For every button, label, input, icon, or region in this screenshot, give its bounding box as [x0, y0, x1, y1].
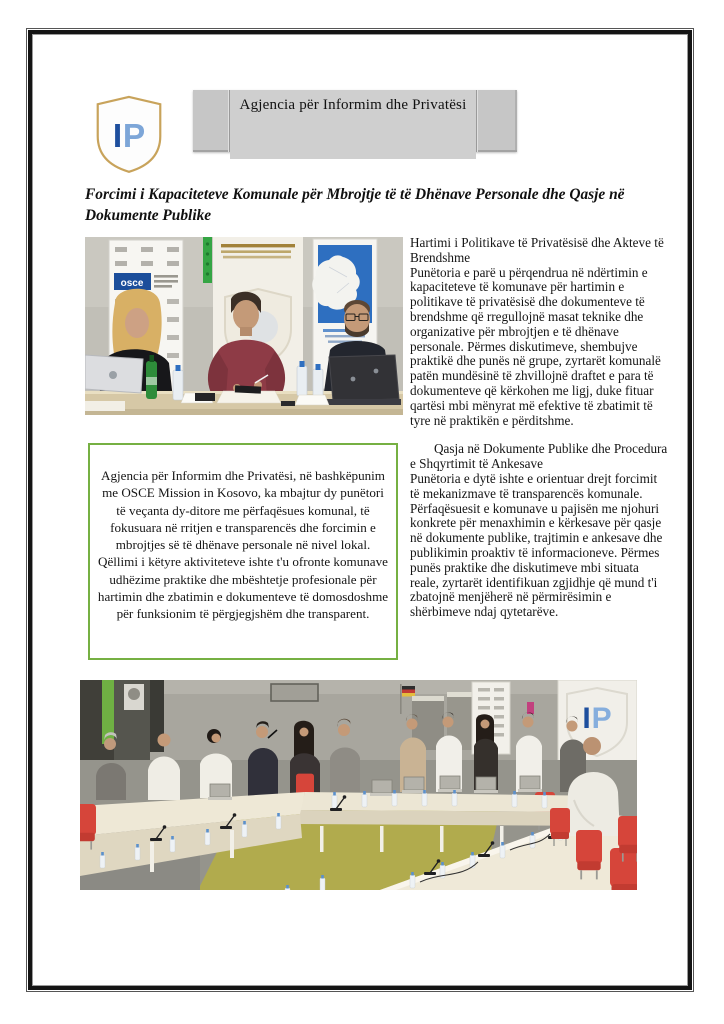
green-wall-strip: [203, 237, 212, 283]
wall-screen: [271, 684, 318, 701]
ip-banner-letter-i: I: [582, 702, 591, 735]
aip-logo: [92, 94, 166, 174]
logo-letter-i: I: [112, 118, 123, 156]
section1-heading: Hartimi i Politikave të Privatësisë dhe Akteve të Brendshme: [410, 235, 664, 265]
logo-letter-p: P: [122, 118, 146, 156]
photo-panel-session: [85, 237, 403, 415]
article-body-column: [410, 236, 668, 620]
photo-workshop-room: [80, 680, 637, 890]
green-bottle: [146, 355, 157, 399]
section2-body: Punëtoria e dytë ishte e orientuar drejt forcimit të mekanizmave të transparencës komunale. Përfaqësuesit e komunave u pajisën me njohuri konkrete për menaxhimin e kërkesave për qasje në dokumente publike, trajtimin e ankesave dhe publikimin proaktiv të informacioneve. Përmes punës praktike dhe diskutimeve mbi situata reale, zyrtarët identifikuan zgjidhje që mund t'i zbatojnë menjëherë në përmirësimin e shërbimeve ndaj qytetarëve.: [410, 470, 663, 620]
dark-laptop: [325, 355, 401, 405]
header-banner-title-cell: [230, 90, 476, 159]
header-banner: [193, 90, 517, 152]
callout-box: Agjencia për Informim dhe Privatësi, në bashkëpunim me OSCE Mission in Kosovo, ka mbajtur dy punëtori të veçanta dy-ditore me përfaqësues komunal, të fokusuara në rritjen e transparencës dhe forcimin e mbrojtjes së të dhënave personale në nivel lokal. Qëllimi i këtyre aktiviteteve ishte t'u ofronte komunave udhëzime praktike dhe mbështetje profesionale për hartimin dhe zbatimin e dokumenteve të domosdoshme për funksionim të përgjegjshëm dhe transparent.: [88, 443, 398, 660]
page-border-frame: [28, 30, 692, 990]
shield-icon: [92, 94, 166, 174]
svg-text:IP: [582, 702, 611, 735]
header-banner-left-cell: [193, 90, 230, 152]
header-banner-right-cell: [476, 90, 517, 152]
room-left-wall: [80, 680, 164, 760]
svg-text:IP: [113, 118, 145, 155]
silver-laptop: [85, 355, 143, 393]
osce-logo-text: osce: [120, 278, 144, 289]
ip-banner-letter-p: P: [591, 702, 612, 735]
agency-name: Agjencia për Informim dhe Privatësi: [239, 97, 467, 113]
section2-heading: Qasja në Dokumente Publike dhe Procedura e Shqyrtimit të Ankesave: [410, 441, 668, 472]
section1-body: Punëtoria e parë u përqendrua në ndërtimin e kapaciteteve të komunave për hartimin e politikave të privatësisë dhe dokumenteve të brendshme që rregullojnë masat teknike dhe organizative për mbrojtjen e të dhënave personale. Përmes diskutimeve, shembujve praktikë dhe punës në grupe, zyrtarët komunalë patën mundësinë të zhvillojnë draftet e para të dokumenteve që kërkohen me ligj, duke fituar qartësi mbi mënyrat më efektive të zbatimit të tyre në praktikën e përditshme.: [410, 264, 661, 428]
article-title: Forcimi i Kapaciteteve Komunale për Mbrojtje të të Dhënave Personale dhe Qasje në Dokumente Publike: [85, 186, 625, 224]
